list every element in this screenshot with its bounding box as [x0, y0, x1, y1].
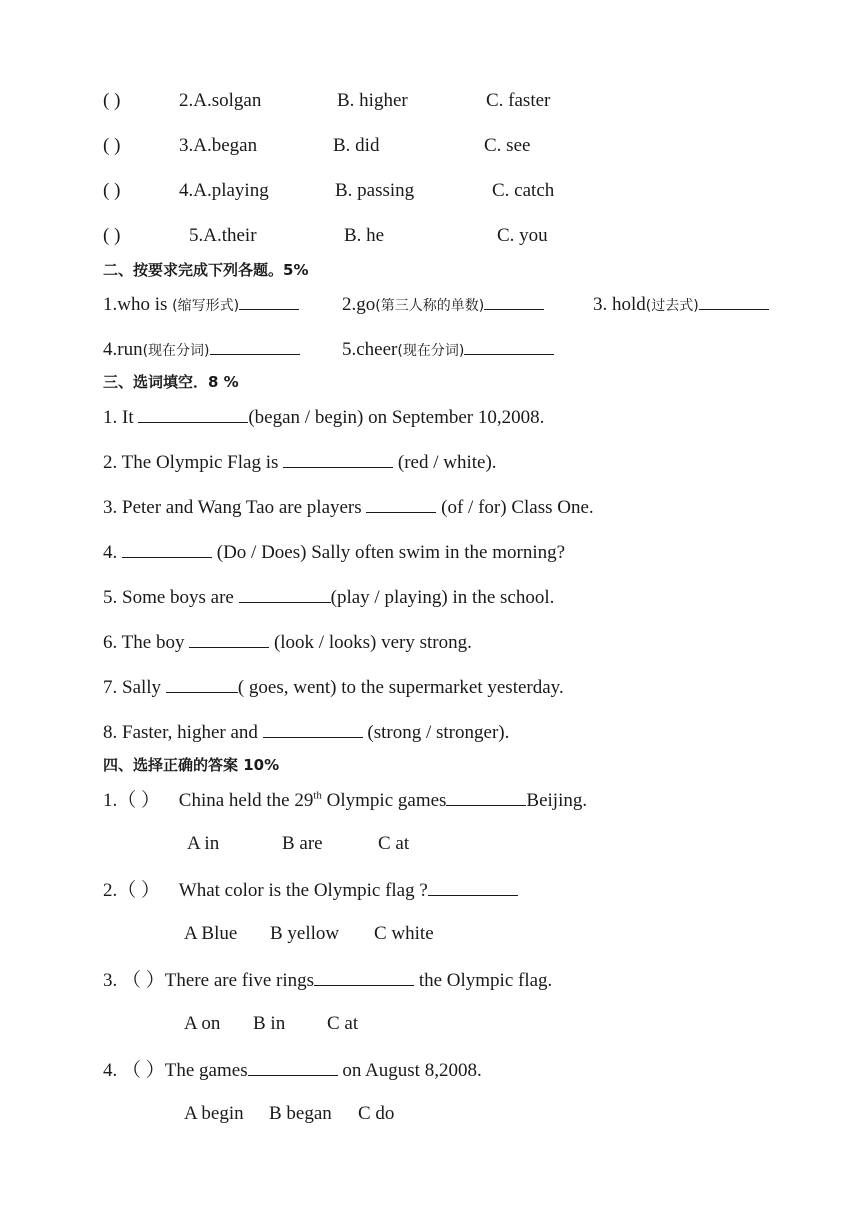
part4-q1 — [103, 787, 587, 813]
answer-blank[interactable] — [484, 291, 544, 310]
question-stem: 6. The boy — [103, 632, 190, 653]
question-text: The games — [164, 1060, 248, 1081]
question-word: 1.who is — [103, 294, 173, 315]
question-stem: 8. Faster, higher and — [103, 722, 263, 743]
question-note: (过去式) — [645, 298, 699, 314]
part4-q4-option-a[interactable]: A begin — [184, 1103, 244, 1124]
answer-paren[interactable]: ( ) — [103, 180, 121, 201]
option-c: C. faster — [486, 90, 551, 111]
answer-blank[interactable] — [263, 719, 363, 738]
part4-q3-option-a[interactable]: A on — [184, 1013, 221, 1034]
section-heading-3: 三、选词填空．8 % — [103, 373, 239, 391]
answer-paren[interactable]: ( ) — [103, 225, 121, 246]
answer-blank[interactable] — [428, 877, 518, 896]
option-a: 2.A.solgan — [179, 90, 262, 111]
answer-blank[interactable] — [239, 291, 299, 310]
answer-blank[interactable] — [138, 404, 248, 423]
question-choices: (strong / stronger). — [362, 722, 510, 743]
part4-q3-option-c[interactable]: C at — [327, 1013, 359, 1034]
section-heading-2: 二、按要求完成下列各题。5% — [103, 261, 309, 279]
question-text-end: Beijing. — [526, 790, 588, 811]
question-choices: ( goes, went) to the supermarket yesterday. — [237, 677, 564, 698]
option-b: B. did — [333, 135, 380, 156]
question-note: (现在分词) — [142, 343, 210, 359]
answer-blank[interactable] — [248, 1057, 338, 1076]
answer-blank[interactable] — [446, 787, 526, 806]
question-text: China held the 29 — [178, 790, 314, 811]
part4-q4-option-b[interactable]: B began — [269, 1103, 332, 1124]
question-stem: 7. Sally — [103, 677, 166, 698]
part4-q3 — [103, 967, 552, 993]
part4-q1-option-a[interactable]: A in — [187, 833, 220, 854]
option-c: C. see — [484, 135, 531, 156]
option-a: 5.A.their — [189, 225, 257, 246]
part4-q2-option-a[interactable]: A Blue — [184, 923, 238, 944]
answer-blank[interactable] — [239, 584, 331, 603]
option-b: B. he — [344, 225, 385, 246]
question-note: (缩写形式) — [172, 298, 240, 314]
question-word: 5.cheer — [342, 339, 398, 360]
part3-item-3 — [103, 494, 594, 520]
part3-item-7 — [103, 674, 564, 700]
answer-blank[interactable] — [122, 539, 212, 558]
question-text: There are five rings — [164, 970, 315, 991]
question-word: 3. hold — [593, 294, 646, 315]
question-stem: 5. Some boys are — [103, 587, 239, 608]
question-choices: (of / for) Class One. — [436, 497, 594, 518]
question-note: (第三人称的单数) — [375, 298, 485, 314]
question-word: 2.go — [342, 294, 376, 315]
question-choices: (began / begin) on September 10,2008. — [248, 407, 545, 428]
answer-blank[interactable] — [210, 336, 300, 355]
part3-item-6 — [103, 629, 472, 655]
answer-paren[interactable]: ( ) — [103, 90, 121, 111]
part3-item-1 — [103, 404, 544, 430]
answer-blank[interactable] — [699, 291, 769, 310]
question-stem: 4. — [103, 542, 122, 563]
part3-item-2 — [103, 449, 497, 475]
option-a: 3.A.began — [179, 135, 258, 156]
answer-blank[interactable] — [366, 494, 436, 513]
question-stem: 2. The Olympic Flag is — [103, 452, 284, 473]
question-text-cont: Olympic games — [321, 790, 447, 811]
option-b: B. passing — [335, 180, 415, 201]
part3-item-4 — [103, 539, 565, 565]
question-number[interactable]: 1.（ ） — [103, 790, 161, 811]
part4-q2-option-c[interactable]: C white — [374, 923, 434, 944]
question-note: (现在分词) — [397, 343, 465, 359]
question-choices: (Do / Does) Sally often swim in the morning? — [212, 542, 566, 563]
part4-q3-option-b[interactable]: B in — [253, 1013, 286, 1034]
part3-item-8 — [103, 719, 509, 745]
answer-blank[interactable] — [314, 967, 414, 986]
answer-blank[interactable] — [189, 629, 269, 648]
question-text-end: the Olympic flag. — [414, 970, 553, 991]
section-heading-4: 四、选择正确的答案 10% — [103, 756, 280, 774]
question-choices: (play / playing) in the school. — [330, 587, 555, 608]
answer-blank[interactable] — [166, 674, 238, 693]
part2-q4 — [103, 336, 300, 363]
option-a: 4.A.playing — [179, 180, 269, 201]
answer-paren[interactable]: ( ) — [103, 135, 121, 156]
question-number[interactable]: 3. （ ） — [103, 970, 165, 991]
part4-q1-option-c[interactable]: C at — [378, 833, 410, 854]
question-choices: (look / looks) very strong. — [269, 632, 472, 653]
part4-q2-option-b[interactable]: B yellow — [270, 923, 340, 944]
part2-q5 — [342, 336, 554, 363]
part2-q3 — [593, 291, 769, 318]
question-stem: 1. It — [103, 407, 139, 428]
question-stem: 3. Peter and Wang Tao are players — [103, 497, 367, 518]
answer-blank[interactable] — [283, 449, 393, 468]
question-text-end: on August 8,2008. — [337, 1060, 482, 1081]
part4-q4-option-c[interactable]: C do — [358, 1103, 395, 1124]
question-number[interactable]: 4. （ ） — [103, 1060, 165, 1081]
part2-q2 — [342, 291, 544, 318]
question-choices: (red / white). — [393, 452, 497, 473]
part4-q4 — [103, 1057, 482, 1083]
question-number[interactable]: 2.（ ） — [103, 880, 161, 901]
part4-q2 — [103, 877, 518, 903]
part2-q1 — [103, 291, 299, 318]
option-c: C. catch — [492, 180, 555, 201]
part3-item-5 — [103, 584, 554, 610]
part4-q1-option-b[interactable]: B are — [282, 833, 323, 854]
option-c: C. you — [497, 225, 548, 246]
question-word: 4.run — [103, 339, 143, 360]
superscript: th — [313, 789, 322, 802]
option-b: B. higher — [337, 90, 408, 111]
question-text: What color is the Olympic flag ? — [178, 880, 428, 901]
answer-blank[interactable] — [464, 336, 554, 355]
